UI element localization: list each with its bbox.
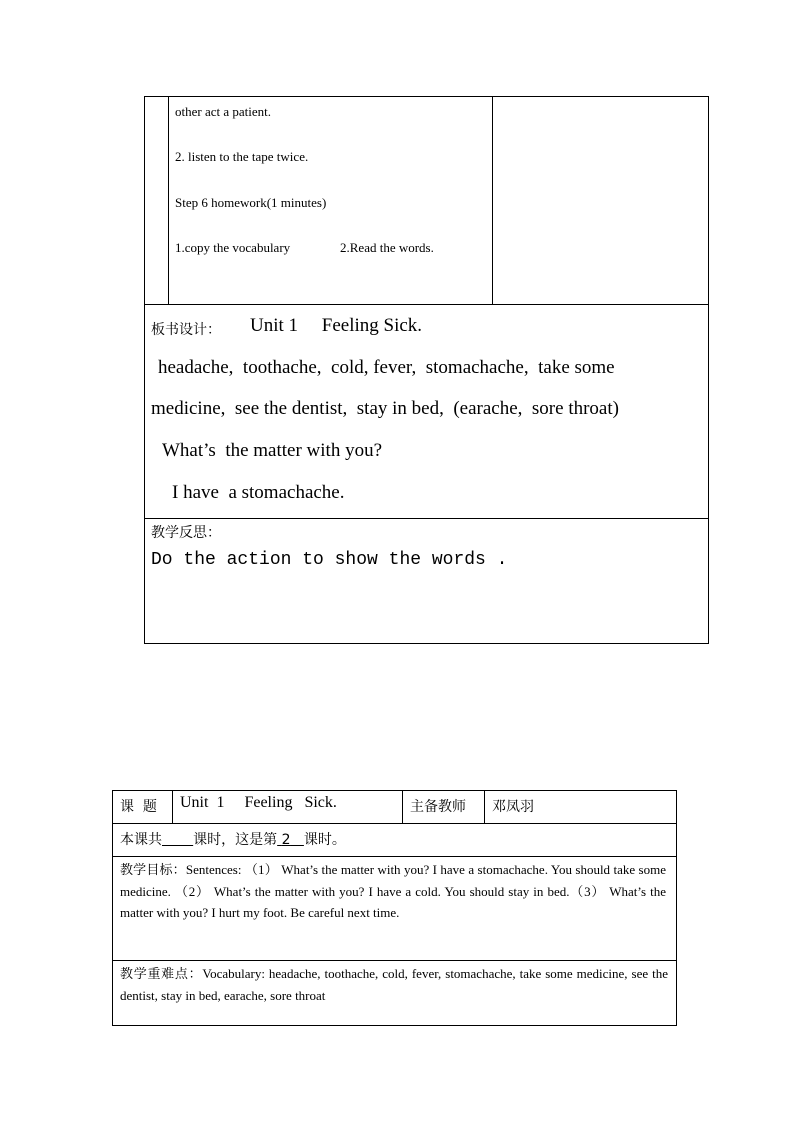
lesson-count — [120, 829, 346, 849]
board-design-label: 板书设计： — [151, 322, 221, 338]
lesson-count-suffix: 课时。 — [303, 832, 346, 848]
topic-label: 课 题 — [120, 799, 157, 815]
board-vocab-line: medicine, see the dentist, stay in bed, (earache, sore throat) — [151, 398, 619, 419]
step-heading: Step 6 homework(1 minutes) — [175, 195, 327, 210]
board-vocab-line: headache, toothache, cold, fever, stomachache, take some — [158, 357, 615, 378]
teaching-goals-text: Sentences: （1） What’s the matter with you? I have a stomachache. You should take some medicine. （2） What’s the matter with you? I have a cold. You should stay in bed.（3） What’s the matter with you? I hurt my foot. Be careful next time. — [120, 862, 666, 920]
step-text: other act a patient. — [175, 104, 272, 119]
board-sentence: I have a stomachache. — [172, 482, 345, 503]
teaching-goals-label: 教学目标： — [120, 863, 186, 878]
teaching-goals — [120, 859, 666, 923]
key-points-text: Vocabulary: headache, toothache, cold, fever, stomachache, take some medicine, see the dentist, stay in bed, earache, sore throat — [120, 966, 668, 1003]
key-points-label: 教学重难点： — [120, 967, 203, 982]
topic-value: Unit 1 Feeling Sick. — [180, 794, 337, 811]
teacher-label: 主备教师 — [410, 799, 466, 815]
lesson-count-prefix: 本课共 — [120, 832, 162, 848]
key-points — [120, 963, 668, 1006]
board-sentence: What’s the matter with you? — [162, 440, 383, 461]
board-title: Unit 1 Feeling Sick. — [250, 315, 423, 336]
step-text: 2. listen to the tape twice. — [175, 149, 309, 164]
lesson-number: 2 — [281, 832, 291, 848]
lesson-total-blank — [162, 832, 193, 848]
lesson-count-middle: 课时，这是第 — [193, 832, 278, 848]
step-text: 1.copy the vocabulary — [175, 240, 291, 255]
reflection-text: Do the action to show the words . — [151, 550, 508, 570]
teacher-name: 邓凤羽 — [492, 799, 534, 815]
step-text: 2.Read the words. — [340, 240, 434, 255]
reflection-label: 教学反思： — [151, 525, 221, 541]
